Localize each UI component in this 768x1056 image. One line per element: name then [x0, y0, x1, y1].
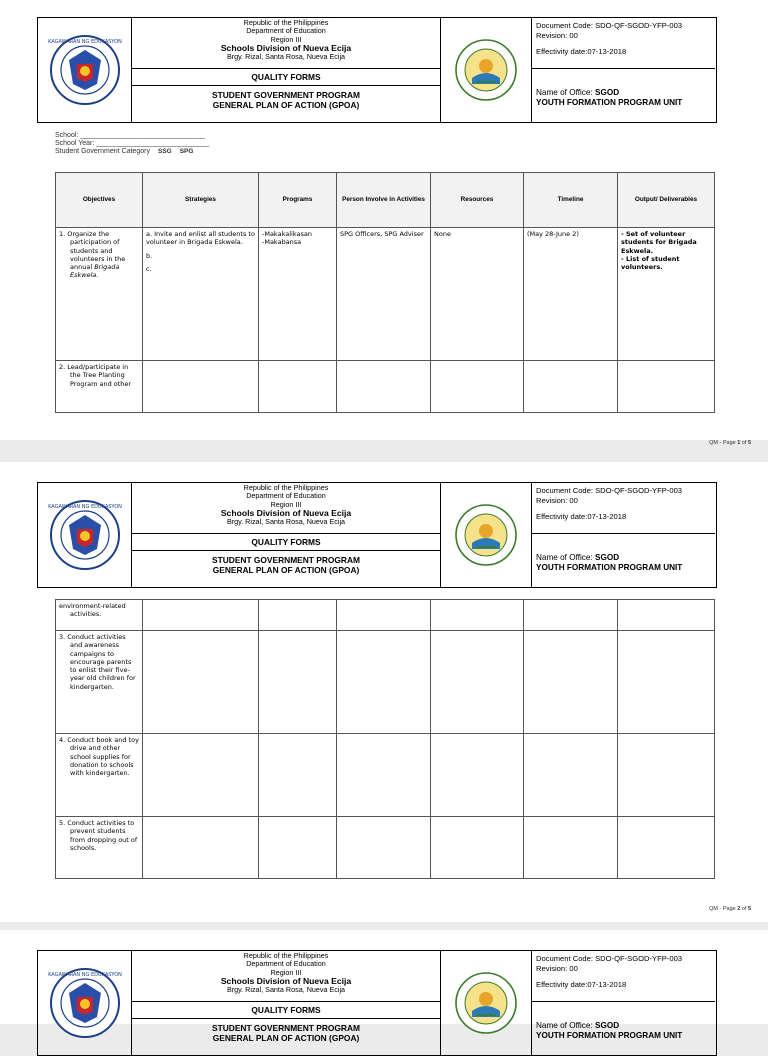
- output-item: - List of student volunteers.: [621, 254, 680, 272]
- empty-cell: [618, 817, 715, 879]
- table-row: [56, 600, 715, 631]
- empty-cell: [259, 600, 337, 631]
- deped-logo-icon: [49, 499, 121, 571]
- col-programs: Programs: [259, 173, 337, 228]
- office-value: SGOD: [595, 1021, 620, 1030]
- region-text: Region III: [270, 34, 302, 44]
- region-text: Region III: [270, 967, 302, 977]
- address-text: Brgy. Rizal, Santa Rosa, Nueva Ecija: [226, 52, 346, 62]
- program-line-2: GENERAL PLAN OF ACTION (GPOA): [212, 1033, 360, 1043]
- strategy-c: c.: [146, 264, 152, 273]
- empty-cell: [337, 600, 431, 631]
- deped-seal-icon: [454, 38, 518, 102]
- school-meta: [55, 132, 209, 157]
- table-row: [56, 817, 715, 879]
- office-info: [532, 1002, 715, 1055]
- office-label: Name of Office:: [536, 1021, 596, 1030]
- page-2: [0, 462, 768, 922]
- agency-block: [132, 483, 441, 534]
- empty-cell: [143, 600, 259, 631]
- department-text: Department of Education: [246, 26, 326, 36]
- empty-cell: [524, 631, 618, 734]
- seal-cell: [441, 483, 532, 587]
- col-resources: Resources: [431, 173, 524, 228]
- category-label: Student Government Category: [55, 148, 150, 156]
- program-title: [132, 86, 441, 122]
- resources-cell: None: [431, 228, 524, 361]
- empty-cell: [618, 600, 715, 631]
- empty-cell: [524, 361, 618, 413]
- doc-code: Document Code: SDO-QF-SGOD-YFP-003: [536, 954, 683, 963]
- division-text: Schools Division of Nueva Ecija: [220, 508, 352, 519]
- person-cell: SPG Officers, SPG Adviser: [337, 228, 431, 361]
- logo-text: KAGAWARAN NG EDUKASYON: [47, 504, 122, 510]
- empty-cell: [337, 361, 431, 413]
- effectivity-date: Effectivity date:07-13-2018: [536, 47, 627, 56]
- col-timeline: Timeline: [524, 173, 618, 228]
- doc-code: Document Code: SDO-QF-SGOD-YFP-003: [536, 21, 683, 30]
- deped-logo-cell: [38, 483, 132, 587]
- output-item: - Set of volunteer students for Brigada Eskwela.: [621, 230, 697, 255]
- empty-cell: [431, 817, 524, 879]
- program-line-2: GENERAL PLAN OF ACTION (GPOA): [212, 565, 360, 575]
- logo-text: KAGAWARAN NG EDUKASYON: [47, 39, 122, 45]
- empty-cell: [143, 817, 259, 879]
- quality-forms-title: QUALITY FORMS: [132, 69, 441, 86]
- office-unit: YOUTH FORMATION PROGRAM UNIT: [536, 98, 683, 107]
- category-ssg: SSG: [157, 148, 172, 156]
- office-unit: YOUTH FORMATION PROGRAM UNIT: [536, 563, 683, 572]
- empty-cell: [337, 817, 431, 879]
- program-line-1: STUDENT GOVERNMENT PROGRAM: [212, 90, 360, 100]
- logo-text: KAGAWARAN NG EDUKASYON: [47, 972, 122, 978]
- doc-code: Document Code: SDO-QF-SGOD-YFP-003: [536, 486, 683, 495]
- col-person: Person Involve in Activities: [337, 173, 431, 228]
- program-line-1: STUDENT GOVERNMENT PROGRAM: [212, 555, 360, 565]
- empty-cell: [618, 631, 715, 734]
- empty-cell: [337, 734, 431, 817]
- strategy-b: b.: [146, 251, 153, 260]
- division-text: Schools Division of Nueva Ecija: [220, 43, 352, 54]
- address-text: Brgy. Rizal, Santa Rosa, Nueva Ecija: [226, 985, 346, 995]
- office-value: SGOD: [595, 553, 620, 562]
- office-label: Name of Office:: [536, 88, 596, 97]
- output-cell: [618, 228, 715, 361]
- revision: Revision: 00: [536, 495, 578, 505]
- agency-block: [132, 18, 441, 69]
- objective-cell: 2. Lead/participate in the Tree Planting Program and other: [56, 361, 143, 413]
- deped-seal-icon: [454, 971, 518, 1035]
- empty-cell: [618, 361, 715, 413]
- col-strategies: Strategies: [143, 173, 259, 228]
- program-item: -Makabansa: [262, 238, 302, 247]
- empty-cell: [259, 734, 337, 817]
- office-info: [532, 534, 715, 587]
- seal-cell: [441, 951, 532, 1055]
- division-text: Schools Division of Nueva Ecija: [220, 976, 352, 987]
- empty-cell: [524, 600, 618, 631]
- strategies-cell: [143, 228, 259, 361]
- school-field: School: ________________________________: [55, 132, 205, 139]
- seal-cell: [441, 18, 532, 122]
- empty-cell: [337, 631, 431, 734]
- empty-cell: [524, 734, 618, 817]
- page-number: QM - Page 2 of 5: [709, 906, 751, 912]
- deped-seal-icon: [454, 503, 518, 567]
- gpoa-table-page2: [55, 599, 715, 879]
- strategy-a: a. Invite and enlist all students to volunteer in Brigada Eskwela.: [146, 230, 255, 247]
- revision: Revision: 00: [536, 30, 578, 40]
- region-text: Region III: [270, 499, 302, 509]
- effectivity-date: Effectivity date:07-13-2018: [536, 980, 627, 989]
- document-info: [532, 483, 715, 534]
- quality-forms-title: QUALITY FORMS: [132, 534, 441, 551]
- empty-cell: [143, 734, 259, 817]
- objective-cell: environment-related activities.: [56, 600, 143, 631]
- deped-logo-icon: [49, 967, 121, 1039]
- table-row: [56, 734, 715, 817]
- office-label: Name of Office:: [536, 553, 596, 562]
- objective-cell: 5. Conduct activities to prevent students from dropping out of schools.: [56, 817, 143, 879]
- objective-italic: Brigada Eskwela.: [70, 263, 120, 280]
- republic-text: Republic of the Philippines: [243, 951, 329, 960]
- category-field: [55, 148, 209, 156]
- revision: Revision: 00: [536, 963, 578, 973]
- programs-cell: [259, 228, 337, 361]
- deped-logo-cell: [38, 951, 132, 1055]
- table-row: [56, 631, 715, 734]
- department-text: Department of Education: [246, 491, 326, 501]
- page-1: [0, 0, 768, 446]
- gpoa-table-page1: [55, 172, 715, 413]
- program-title: [132, 551, 441, 587]
- program-title: [132, 1019, 441, 1055]
- empty-cell: [143, 361, 259, 413]
- office-unit: YOUTH FORMATION PROGRAM UNIT: [536, 1031, 683, 1040]
- republic-text: Republic of the Philippines: [243, 18, 329, 27]
- empty-cell: [431, 600, 524, 631]
- document-header: [37, 950, 717, 1056]
- agency-block: [132, 951, 441, 1002]
- objective-cell: 3. Conduct activities and awareness campaigns to encourage parents to enlist their five-year old children for kindergarten.: [56, 631, 143, 734]
- category-spg: SPG: [179, 148, 194, 156]
- timeline-cell: (May 28-June 2): [524, 228, 618, 361]
- document-info: [532, 951, 715, 1002]
- document-header: [37, 17, 717, 123]
- effectivity-date: Effectivity date:07-13-2018: [536, 512, 627, 521]
- empty-cell: [431, 631, 524, 734]
- objective-cell: 4. Conduct book and toy drive and other school supplies for donation to schools with kindergarten.: [56, 734, 143, 817]
- empty-cell: [259, 817, 337, 879]
- department-text: Department of Education: [246, 959, 326, 969]
- objective-cell: 1. Organize the participation of students and volunteers in the annual Brigada Eskwela.: [56, 228, 143, 361]
- empty-cell: [618, 734, 715, 817]
- empty-cell: [431, 361, 524, 413]
- office-value: SGOD: [595, 88, 620, 97]
- page-3: [0, 930, 768, 1043]
- page-number: QM - Page 1 of 5: [709, 440, 751, 446]
- col-output: Output/ Deliverables: [618, 173, 715, 228]
- table-row: [56, 361, 715, 413]
- empty-cell: [431, 734, 524, 817]
- deped-logo-icon: [49, 34, 121, 106]
- quality-forms-title: QUALITY FORMS: [132, 1002, 441, 1019]
- deped-logo-cell: [38, 18, 132, 122]
- school-year-field: School Year: _____________________________: [55, 140, 210, 148]
- empty-cell: [259, 631, 337, 734]
- empty-cell: [259, 361, 337, 413]
- program-line-2: GENERAL PLAN OF ACTION (GPOA): [212, 100, 360, 110]
- republic-text: Republic of the Philippines: [243, 483, 329, 492]
- program-line-1: STUDENT GOVERNMENT PROGRAM: [212, 1023, 360, 1033]
- address-text: Brgy. Rizal, Santa Rosa, Nueva Ecija: [226, 517, 346, 527]
- document-info: [532, 18, 715, 69]
- col-objectives: Objectives: [56, 173, 143, 228]
- program-item: -Makakalikasan: [262, 230, 312, 238]
- empty-cell: [524, 817, 618, 879]
- empty-cell: [143, 631, 259, 734]
- table-row: [56, 228, 715, 361]
- document-header: [37, 482, 717, 588]
- office-info: [532, 69, 715, 122]
- table-header-row: [56, 173, 715, 228]
